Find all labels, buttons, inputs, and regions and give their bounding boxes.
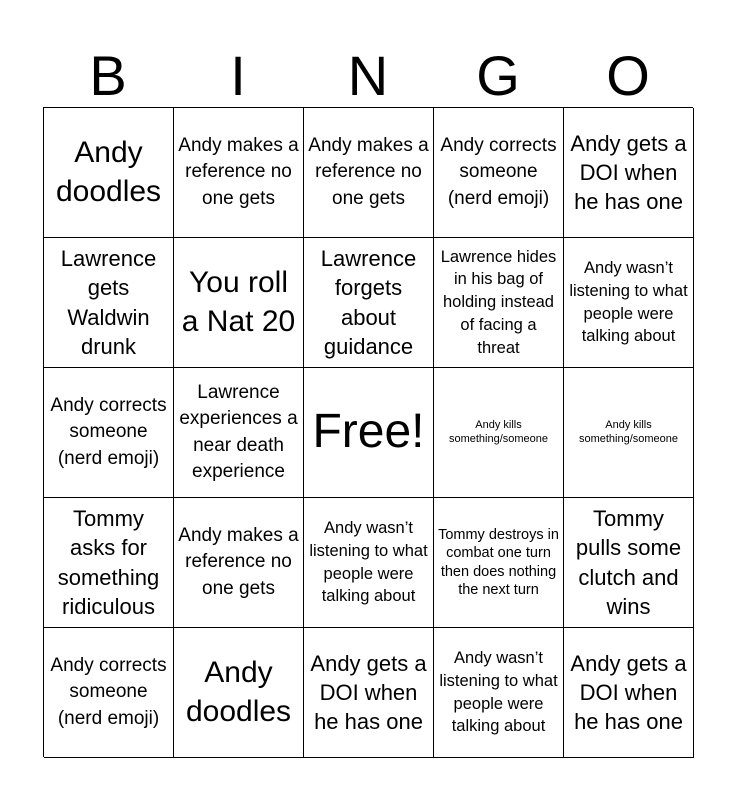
bingo-cell[interactable] [434,368,564,498]
cell-text: Lawrence forgets about guidance [320,246,417,359]
cell-text: Andy doodles [185,656,292,728]
header-letter-o: O [606,44,650,107]
bingo-cell[interactable] [304,108,434,238]
bingo-cell[interactable] [44,368,174,498]
header-letter-n: N [347,44,389,107]
bingo-cell[interactable] [434,238,564,368]
bingo-cell[interactable] [174,108,304,238]
cell-text: Andy corrects someone (nerd emoji) [440,135,557,209]
bingo-header [43,45,693,107]
header-letter-g: G [476,44,520,107]
bingo-cell[interactable] [44,108,174,238]
cell-text: Lawrence experiences a near death experience [179,382,298,482]
bingo-cell[interactable] [304,628,434,758]
bingo-cell[interactable] [564,498,694,628]
cell-text: Andy wasn’t listening to what people were talking about [439,648,558,736]
bingo-cell[interactable] [564,368,694,498]
cell-text: Andy corrects someone (nerd emoji) [50,395,167,469]
bingo-cell[interactable] [174,498,304,628]
header-letter-b: B [89,44,127,107]
cell-text: Andy kills something/someone [448,418,549,445]
bingo-cell[interactable] [44,628,174,758]
bingo-cell[interactable] [564,238,694,368]
cell-text: Andy doodles [55,136,162,208]
bingo-cell[interactable] [304,238,434,368]
bingo-cell[interactable] [434,628,564,758]
free-space-cell[interactable] [304,368,434,498]
cell-text: Andy gets a DOI when he has one [570,650,687,735]
cell-text: Lawrence gets Waldwin drunk [60,246,157,359]
bingo-cell[interactable] [174,238,304,368]
cell-text: Tommy pulls some clutch and wins [575,506,682,619]
header-letter-i: I [230,44,246,107]
cell-text: Andy makes a reference no one gets [178,135,299,209]
bingo-cell[interactable] [44,498,174,628]
cell-text: Tommy asks for something ridiculous [57,506,160,619]
cell-text: Andy makes a reference no one gets [308,135,429,209]
cell-text: Andy corrects someone (nerd emoji) [50,655,167,729]
bingo-cell[interactable] [564,108,694,238]
cell-text: Andy makes a reference no one gets [178,525,299,599]
bingo-cell[interactable] [304,498,434,628]
cell-text: Lawrence hides in his bag of holding instead of facing a threat [440,247,557,357]
cell-text: You roll a Nat 20 [181,266,296,338]
cell-text: Andy gets a DOI when he has one [570,130,687,215]
free-space-text: Free! [312,405,425,459]
bingo-cell[interactable] [434,498,564,628]
bingo-cell[interactable] [564,628,694,758]
cell-text: Andy wasn’t listening to what people were talking about [309,518,428,606]
bingo-cell[interactable] [44,238,174,368]
bingo-board [43,107,693,757]
bingo-cell[interactable] [174,628,304,758]
bingo-cell[interactable] [174,368,304,498]
bingo-cell[interactable] [434,108,564,238]
cell-text: Andy kills something/someone [578,418,679,445]
cell-text: Andy gets a DOI when he has one [310,650,427,735]
cell-text: Tommy destroys in combat one turn then does nothing the next turn [438,526,559,598]
cell-text: Andy wasn’t listening to what people were talking about [569,258,688,346]
